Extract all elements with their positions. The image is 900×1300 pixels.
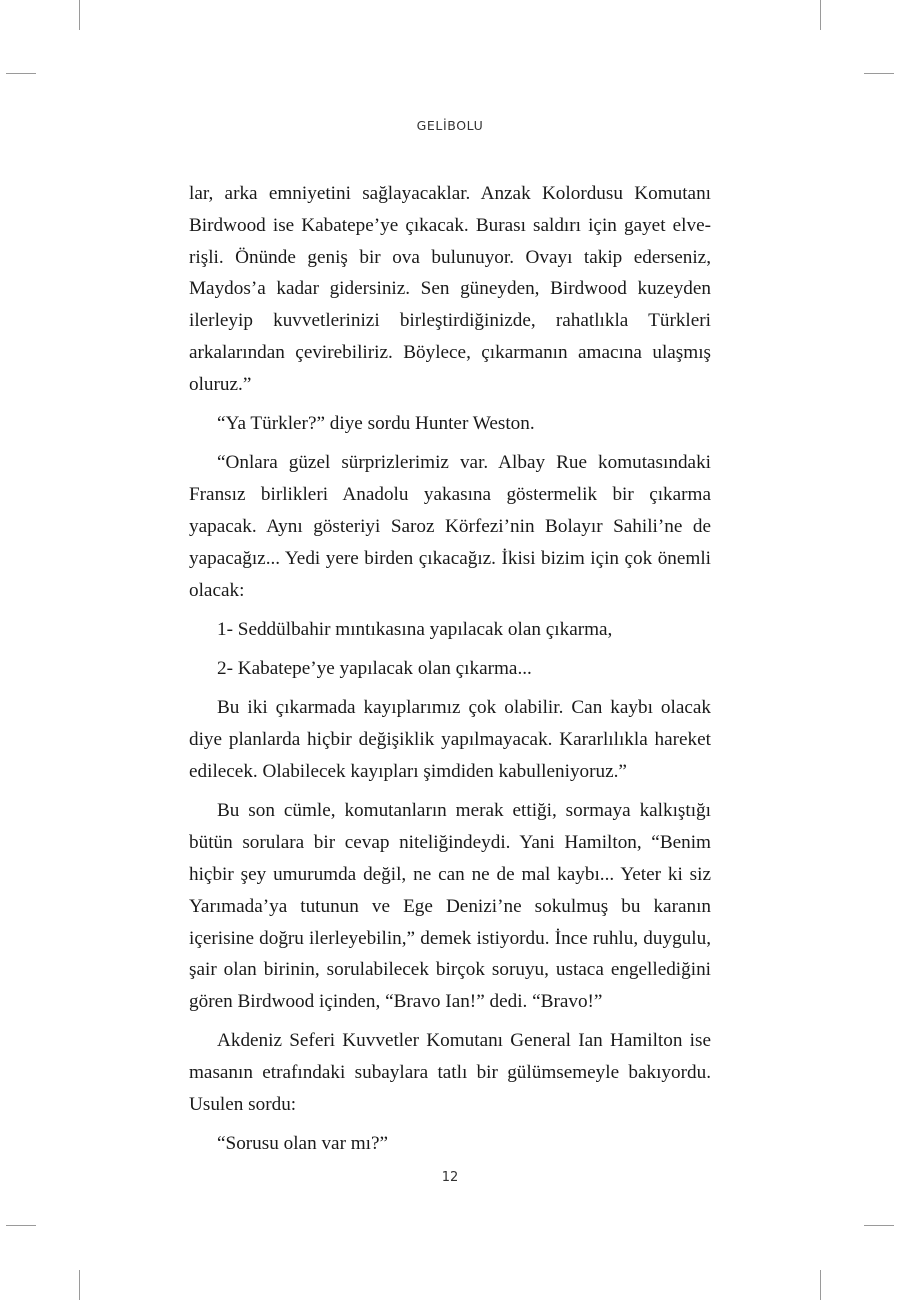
paragraph: “Onlara güzel sürprizlerimiz var. Albay Rue komutasındaki Fransız birlikleri Anadolu yakasına göstermelik bir çıkarma yapacak. Aynı gösteriyi Saroz Körfezi’nin Bolayır Sahili’ne de yapacağız... Yedi yere birden çıkacağız. İkisi bizim için çok önemli olacak: (189, 452, 711, 601)
paragraph: 1- Seddülbahir mıntıkasına yapılacak olan çıkarma, (217, 618, 613, 640)
paragraph: “Sorusu olan var mı?” (217, 1133, 389, 1155)
paragraph: Bu iki çıkarmada kayıplarımız çok olabilir. Can kaybı olacak diye planlarda hiçbir değişiklik yapılmayacak. Kararlılıkla hareket edilecek. Olabilecek kayıpları şimdiden kabulleniyoruz.” (189, 697, 711, 783)
running-head: GELİBOLU (416, 118, 484, 133)
paragraph: Akdeniz Seferi Kuvvetler Komutanı General Ian Hamilton ise masanın etrafındaki subaylara tatlı bir gülümsemeyle bakıyordu. Usulen sordu: (189, 1030, 711, 1116)
crop-mark-left-top (6, 73, 36, 74)
crop-mark-left-bottom (6, 1225, 36, 1226)
crop-mark-right-top (864, 73, 894, 74)
crop-mark-top-right (820, 0, 821, 30)
crop-mark-right-bottom (864, 1225, 894, 1226)
paragraph: Bu son cümle, komutanların merak ettiği, sormaya kalkıştığı bütün sorulara bir cevap niteliğindeydi. Yani Hamilton, “Benim hiçbir şey umurumda değil, ne can ne de mal kaybı... Yeter ki siz Yarımada’ya tutunun ve Ege Denizi’ne sokulmuş bu karanın içerisine doğru ilerleyebilin,” demek istiyordu. İnce ruhlu, duygulu, şair olan birinin, sorulabilecek birçok soruyu, ustaca engellediğini gören Birdwood içinden, “Bravo Ian!” dedi. “Bravo!” (189, 800, 711, 1013)
body-text (189, 178, 711, 1168)
paragraph: “Ya Türkler?” diye sordu Hunter Weston. (217, 413, 535, 435)
paragraph: 2- Kabatepe’ye yapılacak olan çıkarma... (217, 658, 532, 680)
paragraph: lar, arka emniyetini sağlayacaklar. Anzak Kolordusu Komutanı Birdwood ise Kabatepe’ye çıkacak. Burası saldırı için gayet elverişli. Önünde geniş bir ova bulunuyor. Ovayı takip ederseniz, Maydos’a kadar gidersiniz. Sen güneyden, Birdwood kuzeyden ilerleyip kuvvetlerinizi birleştirdiğinizde, rahatlıkla Türkleri arkalarından çevirebiliriz. Böylece, çıkarmanın amacına ulaşmış oluruz.” (189, 183, 711, 395)
crop-mark-bottom-left (79, 1270, 80, 1300)
crop-mark-top-left (79, 0, 80, 30)
crop-mark-bottom-right (820, 1270, 821, 1300)
page-number: 12 (441, 1170, 459, 1185)
